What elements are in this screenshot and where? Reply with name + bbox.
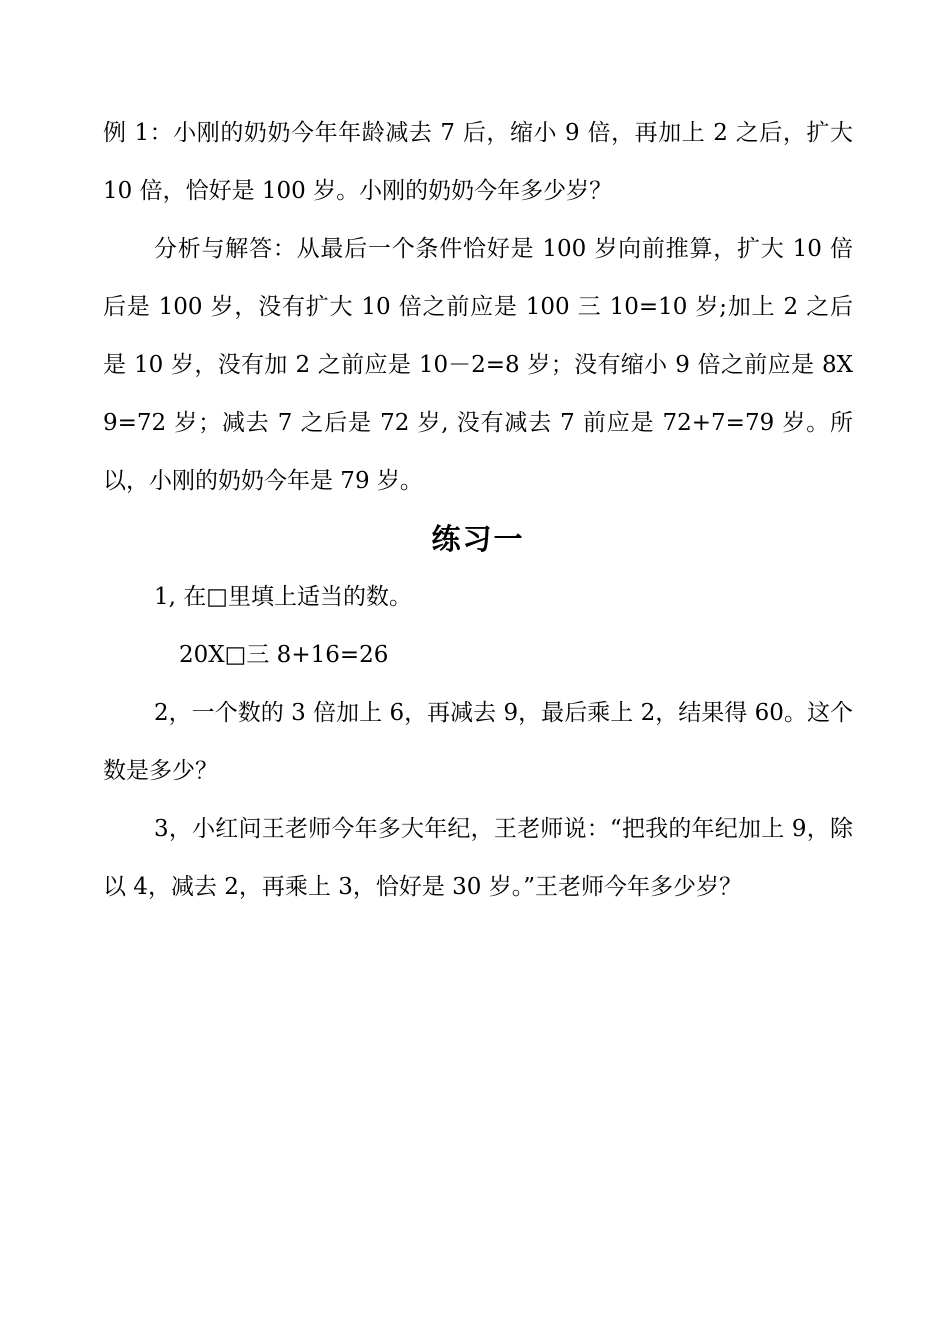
- exercise-question-2: 2，一个数的 3 倍加上 6，再减去 9，最后乘上 2，结果得 60。这个数是多少？: [103, 700, 853, 784]
- exercise-title: 练习一: [431, 522, 525, 556]
- exercise-question-1: 1, 在□里填上适当的数。: [154, 584, 412, 610]
- exercise-question-1-formula: 20X□三 8+16=26: [179, 642, 389, 668]
- exercise-question-3: 3，小红问王老师今年多大年纪，王老师说：“把我的年纪加上 9，除以 4，减去 2，再乘上 3，恰好是 30 岁。”王老师今年多少岁？: [103, 816, 853, 900]
- document-body: [103, 104, 853, 916]
- example-analysis: 分析与解答：从最后一个条件恰好是 100 岁向前推算，扩大 10 倍后是 100 岁，没有扩大 10 倍之前应是 100 三 10=10 岁;加上 2 之后是 10 岁，没有加 2 之前应是 10－2=8 岁；没有缩小 9 倍之前应是 8X9=72 岁；减去 7 之后是 72 岁, 没有减去 7 前应是 72+7=79 岁。所以，小刚的奶奶今年是 79 岁。: [103, 236, 853, 494]
- example-problem: 例 1：小刚的奶奶今年年龄减去 7 后，缩小 9 倍，再加上 2 之后，扩大 10 倍，恰好是 100 岁。小刚的奶奶今年多少岁？: [103, 120, 853, 204]
